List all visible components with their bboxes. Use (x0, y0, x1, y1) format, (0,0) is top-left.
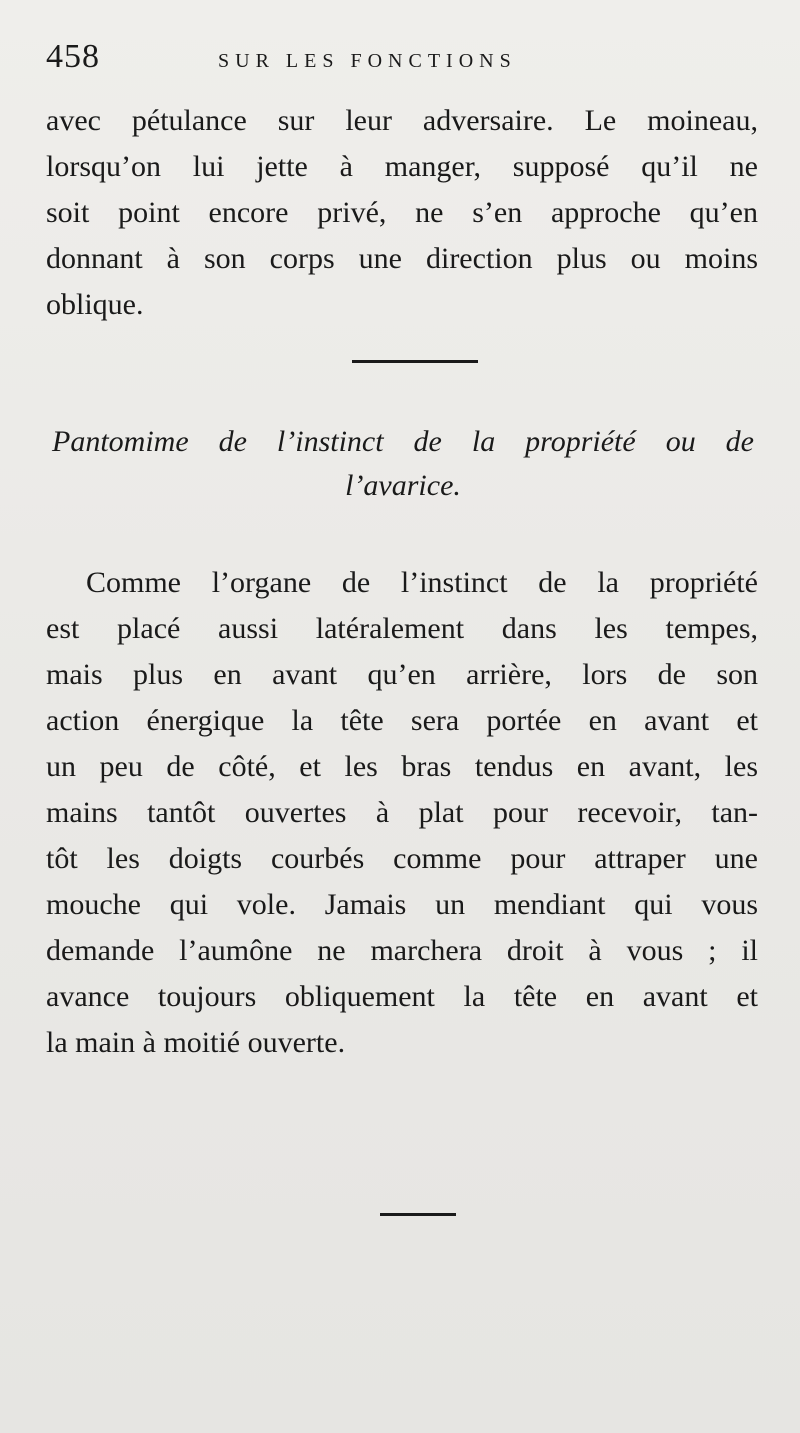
paragraph-2-line: demande l’aumône ne marchera droit à vous ; il (46, 934, 758, 967)
paragraph-1-line: oblique. (46, 288, 144, 321)
paragraph-2-line: un peu de côté, et les bras tendus en avant, les (46, 750, 758, 783)
section-divider (352, 360, 478, 363)
paragraph-1 (46, 98, 758, 328)
paragraph-2 (46, 560, 758, 1066)
page-number: 458 (46, 38, 100, 75)
section-title-line: Pantomime de l’instinct de la propriété ou de (52, 425, 754, 458)
end-divider (380, 1213, 456, 1216)
paragraph-2-line: Comme l’organe de l’instinct de la propriété (86, 566, 758, 599)
paragraph-1-line: lorsqu’on lui jette à manger, supposé qu’il ne (46, 150, 758, 183)
paragraph-1-line: soit point encore privé, ne s’en approche qu’en (46, 196, 758, 229)
section-title (52, 420, 754, 508)
paragraph-2-line: mais plus en avant qu’en arrière, lors de son (46, 658, 758, 691)
section-title-line: l’avarice. (345, 469, 461, 502)
running-head: SUR LES FONCTIONS (218, 50, 517, 72)
paragraph-2-line: mains tantôt ouvertes à plat pour recevoir, tan- (46, 796, 758, 829)
paragraph-2-line: est placé aussi latéralement dans les tempes, (46, 612, 758, 645)
paragraph-1-line: avec pétulance sur leur adversaire. Le moineau, (46, 104, 758, 137)
paragraph-2-line: la main à moitié ouverte. (46, 1026, 346, 1059)
paragraph-2-line: action énergique la tête sera portée en avant et (46, 704, 758, 737)
paragraph-2-line: tôt les doigts courbés comme pour attraper une (46, 842, 758, 875)
paragraph-1-line: donnant à son corps une direction plus ou moins (46, 242, 758, 275)
page-header (46, 38, 766, 86)
paragraph-2-line: avance toujours obliquement la tête en avant et (46, 980, 758, 1013)
paragraph-2-line: mouche qui vole. Jamais un mendiant qui vous (46, 888, 758, 921)
